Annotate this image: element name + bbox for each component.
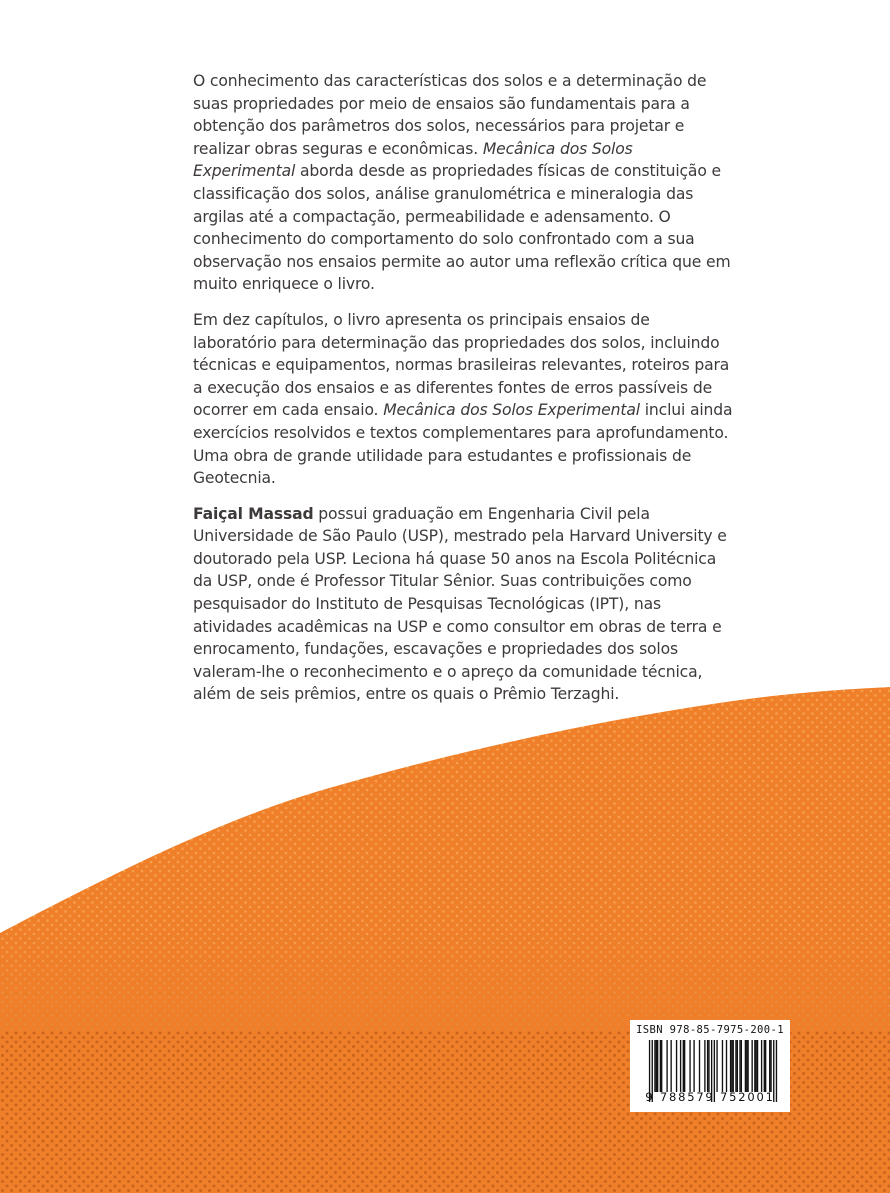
barcode-bar bbox=[684, 1040, 685, 1092]
barcode-bar bbox=[739, 1040, 740, 1092]
author-name: Faiçal Massad bbox=[193, 504, 314, 523]
back-cover-text bbox=[193, 70, 738, 719]
text-segment: Em dez capítulos, o livro apresenta os principais ensaios de laboratório para determinação das propriedades dos solos, incluindo técnicas e equipamentos, normas brasileiras relevantes, roteiros para a execução dos ensaios e as diferentes fontes de erros passíveis de ocorrer em cada ensaio. bbox=[193, 310, 730, 420]
barcode-bar bbox=[751, 1040, 752, 1092]
paragraph-2 bbox=[193, 309, 738, 490]
barcode-digits: 9 788579 752001 bbox=[645, 1090, 775, 1104]
isbn-label: ISBN 978-85-7975-200-1 bbox=[636, 1024, 784, 1036]
isbn-barcode-box bbox=[630, 1020, 790, 1112]
barcode-bar bbox=[737, 1040, 738, 1092]
barcode-bar bbox=[708, 1040, 709, 1092]
barcode-bar bbox=[704, 1040, 705, 1092]
text-segment: aborda desde as propriedades físicas de constituição e classificação dos solos, análise granulométrica e mineralogia das argilas até a compactação, permeabilidade e adensamento. O conhecimento do comportamento do solo confrontado com a sua observação nos ensaios permite ao autor uma reflexão crítica que em muito enriquece o livro. bbox=[193, 162, 731, 294]
barcode-bar bbox=[747, 1040, 748, 1092]
barcode-bar bbox=[764, 1040, 765, 1092]
barcode-bar bbox=[769, 1040, 770, 1092]
barcode-bar bbox=[754, 1040, 755, 1092]
barcode-bar bbox=[761, 1040, 762, 1092]
barcode-bar bbox=[680, 1040, 681, 1092]
barcode-bar bbox=[735, 1040, 736, 1092]
barcode-bar bbox=[676, 1040, 677, 1092]
barcode-bar bbox=[741, 1040, 742, 1092]
barcode-bar bbox=[730, 1040, 731, 1092]
barcode-bar bbox=[657, 1040, 658, 1092]
text-segment: inclui ainda exercícios resolvidos e textos complementares para aprofundamento. Uma obra de grande utilidade para estudantes e profissionais de Geotecnia. bbox=[193, 401, 733, 488]
barcode-bar bbox=[683, 1040, 684, 1092]
barcode-bar bbox=[716, 1040, 717, 1092]
barcode-bar bbox=[689, 1040, 690, 1092]
book-title-italic: Mecânica dos Solos Experimental bbox=[383, 401, 640, 420]
barcode-bar bbox=[666, 1040, 667, 1092]
barcode-bar bbox=[707, 1040, 708, 1092]
text-segment: O conhecimento das características dos solos e a determinação de suas propriedades por meio de ensaios são fundamentais para a obtenção dos parâmetros dos solos, necessários para projetar e realizar obras seguras e econômicas. bbox=[193, 72, 707, 158]
barcode-bar bbox=[660, 1040, 661, 1092]
barcode-bar bbox=[670, 1040, 671, 1092]
barcode-bar bbox=[745, 1040, 746, 1092]
barcode-bar bbox=[770, 1040, 771, 1092]
barcode-bar bbox=[746, 1040, 747, 1092]
barcode-bar bbox=[757, 1040, 758, 1092]
paragraph-1 bbox=[193, 70, 738, 296]
barcode-bar bbox=[756, 1040, 757, 1092]
barcode-bar bbox=[731, 1040, 732, 1092]
barcode-bar bbox=[699, 1040, 700, 1092]
barcode-bar bbox=[765, 1040, 766, 1092]
text-segment: possui graduação em Engenharia Civil pela Universidade de São Paulo (USP), mestrado pela Harvard University e doutorado pela USP. Leciona há quase 50 anos na Escola Politécnica da USP, onde é Professor Titular Sênior. Suas contribuições como pesquisador do Instituto de Pesquisas Tecnológicas (IPT), nas atividades acadêmicas na USP e como consultor em obras de terra e enrocamento, fundações, escavações e propriedades dos solos valeram-lhe o reconhecimento e o apreço da comunidade técnica, além de seis prêmios, entre os quais o Prêmio Terzaghi. bbox=[193, 504, 727, 704]
barcode-bar bbox=[654, 1040, 655, 1092]
barcode-bar bbox=[661, 1040, 662, 1092]
barcode-bar bbox=[733, 1040, 734, 1092]
book-title-italic: Mecânica dos Solos Experimental bbox=[193, 139, 633, 181]
barcode-bar bbox=[656, 1040, 657, 1092]
paragraph-3 bbox=[193, 503, 738, 706]
barcode-bar bbox=[722, 1040, 723, 1092]
barcode-bar bbox=[726, 1040, 727, 1092]
barcode-bar bbox=[693, 1040, 694, 1092]
